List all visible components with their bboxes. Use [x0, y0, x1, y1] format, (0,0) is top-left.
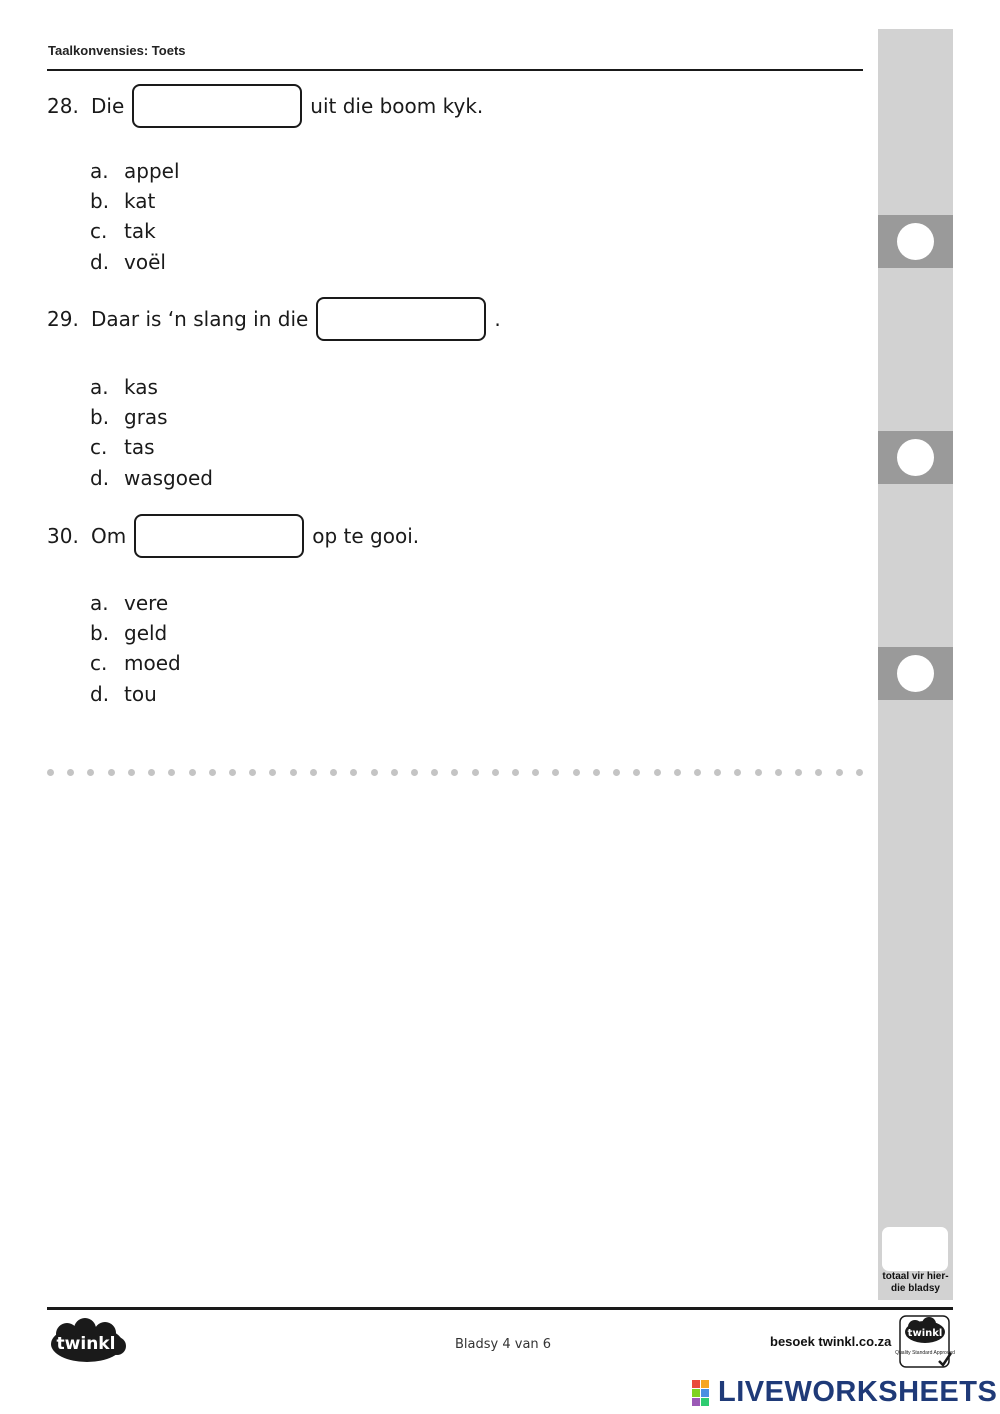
score-marker [878, 215, 953, 268]
score-circle[interactable] [897, 439, 934, 476]
liveworksheets-logo [692, 1376, 997, 1409]
options-list [90, 156, 180, 277]
badge-text: Quality Standard Approved [895, 1350, 955, 1356]
separator-dot [411, 769, 418, 776]
score-sidebar [878, 29, 953, 1300]
separator-dot [714, 769, 721, 776]
separator-dot [755, 769, 762, 776]
separator-dot [128, 769, 135, 776]
option-text: appel [124, 159, 180, 183]
separator-dot [512, 769, 519, 776]
option-letter: d. [90, 465, 110, 490]
option-item[interactable] [90, 679, 181, 709]
option-item[interactable] [90, 247, 180, 277]
score-circle[interactable] [897, 223, 934, 260]
separator-dot [856, 769, 863, 776]
separator-dot [87, 769, 94, 776]
score-circle[interactable] [897, 655, 934, 692]
option-text: tou [124, 681, 157, 706]
twinkl-logo-text: twinkl [56, 1334, 116, 1354]
question-text-before: Daar is ‘n slang in die [91, 307, 309, 331]
option-item[interactable] [90, 216, 180, 246]
twinkl-logo [47, 1318, 127, 1372]
separator-dot [795, 769, 802, 776]
separator-dot [249, 769, 256, 776]
visit-link[interactable]: besoek twinkl.co.za [770, 1334, 892, 1349]
option-item[interactable] [90, 402, 213, 432]
options-list [90, 372, 213, 493]
liveworksheets-icon [692, 1380, 718, 1406]
quality-badge [895, 1315, 955, 1368]
option-letter: a. [90, 591, 109, 615]
question-text-after: . [494, 307, 501, 331]
separator-dot [229, 769, 236, 776]
separator-dot [734, 769, 741, 776]
answer-box[interactable] [316, 297, 486, 341]
question-30 [47, 512, 419, 560]
separator-dot [451, 769, 458, 776]
separator-dot [472, 769, 479, 776]
option-item[interactable] [90, 156, 180, 186]
option-item[interactable] [90, 186, 180, 216]
separator-dot [330, 769, 337, 776]
question-text-after: uit die boom kyk. [310, 94, 484, 118]
option-text: moed [124, 651, 181, 676]
option-text: wasgoed [124, 465, 213, 490]
separator-dot [290, 769, 297, 776]
option-letter: c. [90, 219, 108, 244]
separator-dot [694, 769, 701, 776]
option-item[interactable] [90, 618, 181, 648]
option-letter: d. [90, 681, 110, 706]
page-total-label: totaal vir hier-die bladsy [882, 1271, 949, 1294]
badge-logo-text: twinkl [907, 1328, 943, 1339]
option-item[interactable] [90, 463, 213, 493]
separator-dot [148, 769, 155, 776]
page-number: Bladsy 4 van 6 [455, 1337, 552, 1352]
separator-dot [350, 769, 357, 776]
separator-dot [168, 769, 175, 776]
header-title: Taalkonvensies: Toets [48, 43, 186, 58]
option-text: vere [124, 591, 169, 615]
score-marker [878, 431, 953, 484]
question-28 [47, 82, 483, 130]
separator-dot [654, 769, 661, 776]
answer-box[interactable] [134, 514, 304, 558]
option-item[interactable] [90, 588, 181, 618]
option-text: kas [124, 375, 158, 399]
option-text: tas [124, 435, 155, 460]
separator-dot [209, 769, 216, 776]
separator-dot [431, 769, 438, 776]
option-text: gras [124, 405, 168, 430]
option-text: kat [124, 189, 156, 214]
separator-dot [371, 769, 378, 776]
option-letter: c. [90, 651, 108, 676]
separator-dot [674, 769, 681, 776]
separator-dot [552, 769, 559, 776]
options-list [90, 588, 181, 709]
separator-dot [47, 769, 54, 776]
separator-dot [836, 769, 843, 776]
separator-dot [269, 769, 276, 776]
footer-rule [47, 1307, 953, 1310]
option-text: voël [124, 249, 166, 274]
question-29 [47, 295, 501, 343]
option-text: geld [124, 621, 168, 646]
option-item[interactable] [90, 372, 213, 402]
separator-dot [391, 769, 398, 776]
separator-dot [189, 769, 196, 776]
option-letter: a. [90, 375, 109, 399]
option-letter: c. [90, 435, 108, 460]
header-rule [47, 69, 863, 71]
score-marker [878, 647, 953, 700]
answer-box[interactable] [132, 84, 302, 128]
option-text: tak [124, 219, 156, 244]
separator-dot [492, 769, 499, 776]
question-number: 29. [47, 307, 79, 331]
separator-dot [532, 769, 539, 776]
option-letter: b. [90, 189, 110, 214]
separator-dot [67, 769, 74, 776]
separator-dot [573, 769, 580, 776]
option-letter: a. [90, 159, 109, 183]
separator-dot [108, 769, 115, 776]
option-item[interactable] [90, 432, 213, 462]
option-letter: b. [90, 405, 110, 430]
separator-dot [815, 769, 822, 776]
question-text-after: op te gooi. [312, 524, 420, 548]
question-text-before: Om [91, 524, 127, 548]
option-item[interactable] [90, 648, 181, 678]
separator-dot [310, 769, 317, 776]
dotted-separator [47, 769, 863, 777]
liveworksheets-text: LIVEWORKSHEETS [718, 1376, 998, 1408]
separator-dot [775, 769, 782, 776]
question-number: 28. [47, 94, 79, 118]
question-number: 30. [47, 524, 79, 548]
separator-dot [593, 769, 600, 776]
separator-dot [633, 769, 640, 776]
question-text-before: Die [91, 94, 125, 118]
separator-dot [613, 769, 620, 776]
option-letter: d. [90, 249, 110, 274]
page-total-box[interactable] [882, 1227, 948, 1271]
option-letter: b. [90, 621, 110, 646]
